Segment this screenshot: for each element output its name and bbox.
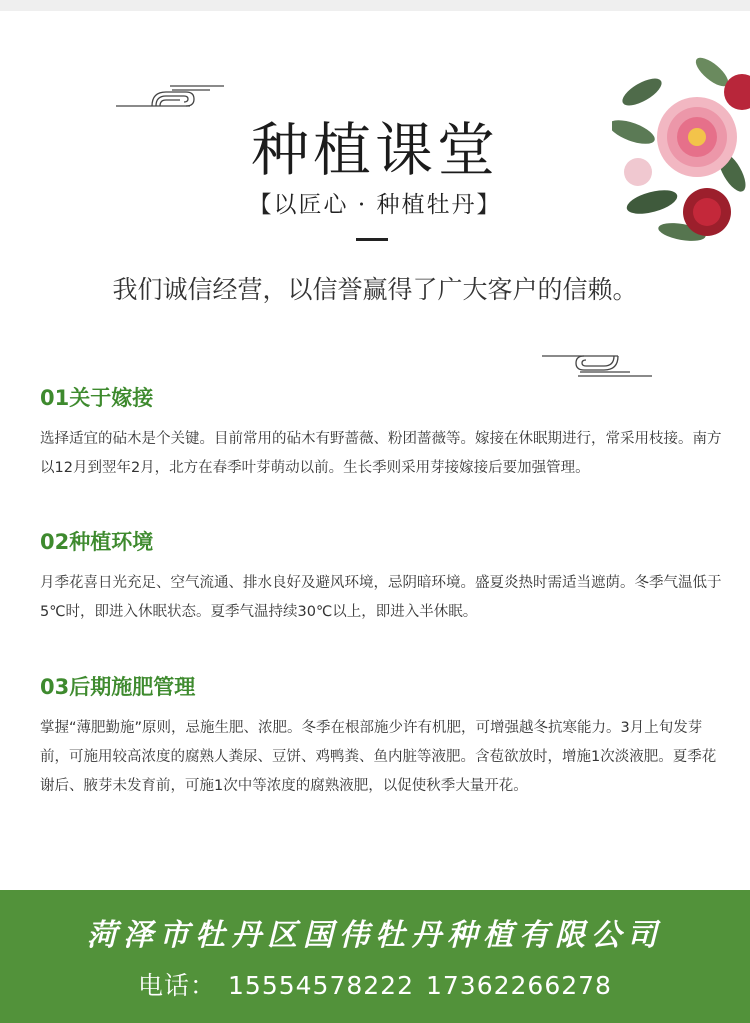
- top-strip: [0, 0, 750, 11]
- footer: [0, 890, 750, 1023]
- phone-number-2[interactable]: 17362266278: [426, 971, 612, 1000]
- cloud-ornament-icon: [538, 350, 658, 384]
- section-body: 月季花喜日光充足、空气流通、排水良好及避风环境，忌阴暗环境。盛夏炎热时需适当遮荫。冬季气温低于5℃时，即进入休眠状态。夏季气温持续30℃以上，即进入半休眠。: [40, 575, 722, 620]
- section-environment: [40, 527, 730, 627]
- phone-number-1[interactable]: 15554578222: [228, 971, 414, 1000]
- company-name: 菏泽市牡丹区国伟牡丹种植有限公司: [87, 918, 663, 953]
- title-divider: [356, 238, 388, 241]
- section-heading: 02种植环境: [40, 530, 154, 554]
- section-body: 掌握“薄肥勤施”原则，忌施生肥、浓肥。冬季在根部施少许有机肥，可增强越冬抗寒能力。3月上旬发芽前，可施用较高浓度的腐熟人粪尿、豆饼、鸡鸭粪、鱼内脏等液肥。含苞欲放时，增施1次淡液肥。夏季花谢后、腋芽未发育前，可施1次中等浓度的腐熟液肥，以促使秋季大量开花。: [40, 720, 717, 794]
- section-heading: 03后期施肥管理: [40, 675, 196, 699]
- page-subtitle: 【以匠心 · 种植牡丹】: [248, 192, 502, 218]
- phone-line: [0, 966, 750, 1002]
- section-body: 选择适宜的砧木是个关键。目前常用的砧木有野蔷薇、粉团蔷薇等。嫁接在休眠期进行，常采用枝接。南方以12月到翌年2月，北方在春季叶芽萌动以前。生长季则采用芽接嫁接后要加强管理。: [40, 431, 722, 476]
- section-fertilizing: [40, 672, 730, 801]
- phone-label: 电话：: [138, 971, 217, 1000]
- page-title: 种植课堂: [250, 116, 499, 184]
- slogan: 我们诚信经营，以信誉赢得了广大客户的信赖。: [112, 275, 638, 304]
- section-heading: 01关于嫁接: [40, 386, 154, 410]
- section-grafting: [40, 383, 730, 483]
